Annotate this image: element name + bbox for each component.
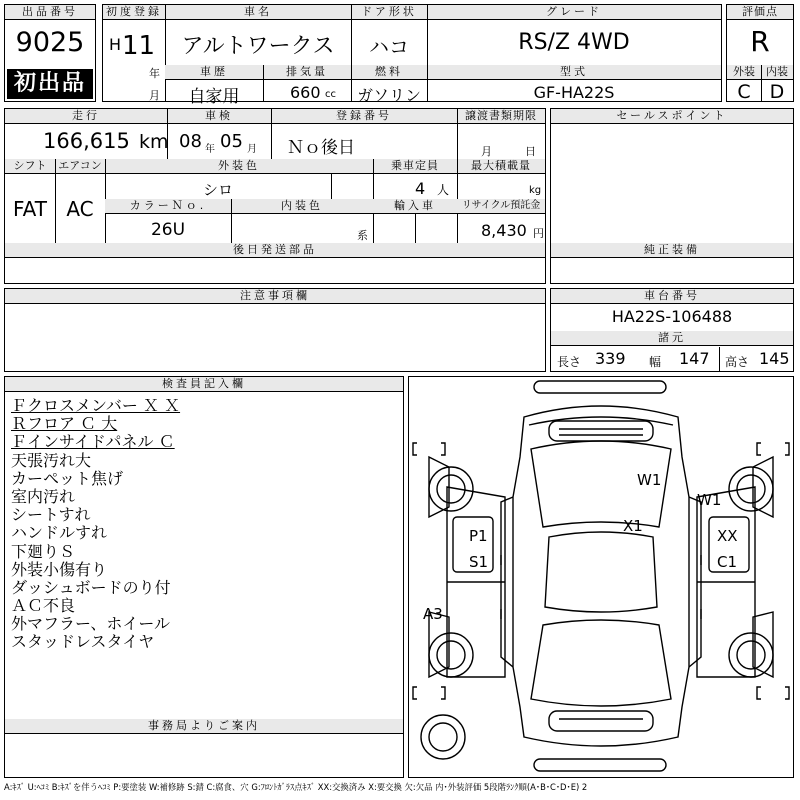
car-name: アルトワークス (181, 34, 335, 59)
inspection-month-unit: 月 (247, 144, 257, 155)
remark-line: ハンドルすれ (11, 523, 108, 543)
remark-line: Ｒフロア Ｃ 大 (11, 414, 118, 434)
aircon: AC (66, 197, 94, 221)
shift-type: FAT (12, 197, 47, 221)
mark-xx: XX (717, 527, 738, 545)
model-label: 型式 (427, 65, 721, 80)
score-box (726, 4, 794, 102)
max-load-unit: kg (529, 185, 542, 196)
inspector-remarks (11, 397, 401, 652)
reg-year: 11 (122, 31, 156, 61)
car-name-label: 車名 (165, 5, 351, 20)
plate-number: Ｎｏ後日 (287, 138, 355, 158)
door-type: ハコ (369, 35, 409, 59)
fuel-label: 燃料 (351, 65, 427, 80)
sales-point-label: セールスポイント (551, 109, 793, 124)
ext-color-label: 外装色 (105, 159, 373, 174)
recycle-label: リサイクル預託金 (457, 199, 545, 214)
max-load-label: 最大積載量 (457, 159, 545, 174)
aircon-label: エアコン (55, 159, 105, 174)
width-value: 147 (679, 349, 710, 368)
vehicle-history: 自家用 (188, 87, 240, 107)
mileage-unit: km (139, 131, 169, 153)
displacement-unit: cc (325, 89, 336, 100)
chassis-box (550, 288, 794, 372)
height-label: 高さ (725, 355, 750, 369)
caution-box (4, 288, 546, 372)
first-listing-badge: 初出品 (7, 69, 93, 99)
sales-point-box (550, 108, 794, 284)
mark-w1-right: W1 (697, 491, 722, 509)
displacement: 660 (290, 83, 321, 102)
plate-label: 登録番号 (271, 109, 457, 124)
int-color-label: 内装色 (231, 199, 373, 214)
later-parts-label: 後日発送部品 (5, 243, 545, 258)
transfer-day: 日 (525, 145, 536, 158)
dims-label: 諸元 (551, 331, 793, 346)
damage-diagram-box (408, 376, 794, 778)
lot-number: 9025 (15, 27, 85, 58)
grade: RS/Z 4WD (518, 30, 630, 55)
transfer-month: 月 (481, 145, 492, 158)
remark-line: ＡＣ不良 (11, 596, 76, 616)
int-label: 内装 (761, 65, 793, 80)
int-grade: D (769, 81, 785, 103)
first-reg-label: 初度登録 (103, 5, 165, 20)
remark-line: Ｆクロスメンバー Ｘ Ｘ (11, 396, 181, 415)
capacity-label: 乗車定員 (373, 159, 457, 174)
month-unit: 月 (149, 89, 160, 102)
height-value: 145 (759, 349, 790, 368)
vehicle-header-grid (102, 4, 722, 107)
mark-s1: S1 (469, 553, 489, 571)
ext-grade: C (737, 81, 751, 103)
history-label: 車歴 (165, 65, 263, 80)
caution-label: 注意事項欄 (5, 289, 545, 304)
remark-line: スタッドレスタイヤ (11, 632, 155, 652)
remark-line: 下廻りＳ (11, 541, 76, 561)
model-code: GF-HA22S (533, 83, 615, 102)
remark-line: ダッシュボードのり付 (11, 577, 171, 597)
car-damage-diagram (409, 377, 793, 777)
era-mark: H (109, 35, 122, 54)
color-number: 26U (150, 220, 186, 240)
width-label: 幅 (649, 355, 662, 369)
shift-label: シフト (5, 159, 55, 174)
inspector-box (4, 376, 404, 778)
length-value: 339 (595, 349, 626, 368)
remark-line: 外マフラー、ホイール (11, 614, 171, 634)
lot-number-box (4, 4, 96, 102)
int-color-unit: 系 (357, 229, 368, 242)
inspection-label: 車検 (167, 109, 271, 124)
ext-color: シロ (202, 181, 233, 199)
mark-a3: A3 (423, 605, 443, 623)
inspector-label: 検査員記入欄 (5, 377, 403, 392)
color-no-label: カラーＮｏ. (105, 199, 231, 214)
displacement-label: 排気量 (263, 65, 351, 80)
ext-label: 外装 (727, 65, 761, 80)
transfer-label: 譲渡書類期限 (457, 109, 545, 124)
vehicle-detail-grid (4, 108, 546, 284)
score-label: 評価点 (727, 5, 793, 20)
lot-number-label: 出品番号 (5, 5, 95, 20)
mark-x1: X1 (623, 517, 643, 535)
score-value: R (750, 25, 770, 58)
capacity-unit: 人 (437, 183, 450, 197)
mark-w1-roof: W1 (637, 471, 662, 489)
grade-label: グレード (427, 5, 721, 20)
remark-line: カーペット焦げ (11, 468, 124, 488)
remark-line: 室内汚れ (11, 486, 76, 506)
inspection-year: 08 (179, 131, 202, 152)
fuel-type: ガソリン (356, 86, 421, 105)
door-label: ドア形状 (351, 5, 427, 20)
damage-legend: A:ｷｽﾞ U:ﾍｺﾐ B:ｷｽﾞを伴うﾍｺﾐ P:要塗装 W:補修跡 S:錆 C:腐食、穴 G:ﾌﾛﾝﾄｶﾞﾗｽ点ｷｽﾞ XX:交換済み X:要交換 欠:欠品 内･外装評価 5段階ﾗﾝｸ順(A･B･C･D･E) 2 (4, 782, 588, 792)
genuine-equip-label: 純正装備 (551, 243, 793, 258)
import-label: 輸入車 (373, 199, 457, 214)
inspection-month: 05 (220, 131, 243, 152)
remark-line: 外装小傷有り (11, 559, 108, 579)
capacity: 4 (415, 179, 426, 198)
year-unit: 年 (149, 67, 160, 80)
recycle-unit: 円 (533, 227, 544, 240)
mileage: 166,615 (43, 129, 130, 153)
length-label: 長さ (557, 355, 582, 369)
recycle-fee: 8,430 (481, 221, 527, 240)
remark-line: 天張汚れ大 (11, 450, 92, 470)
office-notice-label: 事務局よりご案内 (5, 719, 403, 734)
chassis-number: HA22S-106488 (611, 307, 733, 326)
chassis-label: 車台番号 (551, 289, 793, 304)
mark-p1: P1 (469, 527, 488, 545)
remark-line: シートすれ (11, 505, 91, 525)
mileage-label: 走行 (5, 109, 167, 124)
mark-c1: C1 (717, 553, 738, 571)
inspection-year-unit: 年 (205, 144, 215, 155)
remark-line: Ｆインサイドパネル Ｃ (11, 432, 175, 452)
